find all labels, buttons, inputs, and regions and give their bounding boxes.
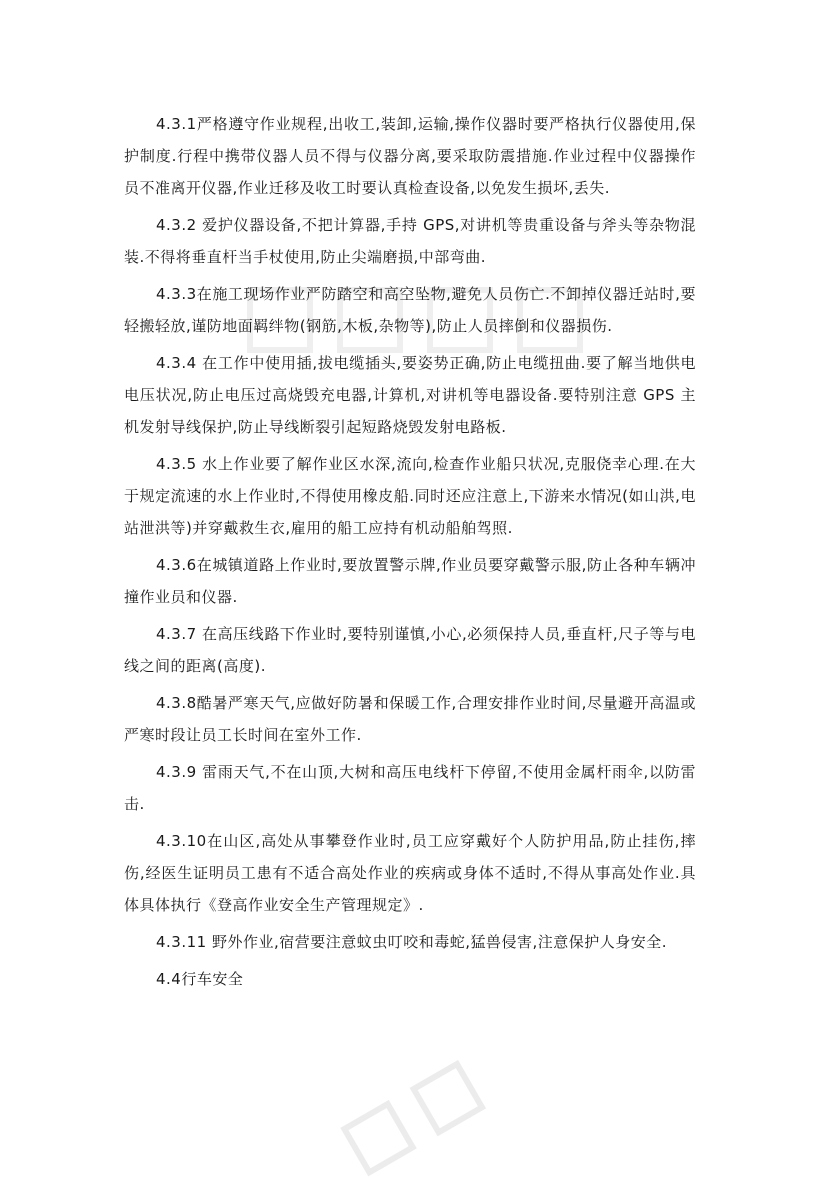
paragraph-4-3-11: 4.3.11 野外作业,宿营要注意蚊虫叮咬和毒蛇,猛兽侵害,注意保护人身安全. [156,933,668,951]
paragraph-4-3-3: 4.3.3在施工现场作业严防踏空和高空坠物,避免人员伤亡.不卸掉仪器迁站时,要轻搬轻放,谨防地面羁绊物(钢筋,木板,杂物等),防止人员摔倒和仪器损伤. [124,285,696,335]
paragraph-4-3-7: 4.3.7 在高压线路下作业时,要特别谨慎,小心,必须保持人员,垂直杆,尺子等与电 线之间的距离(高度). [124,625,696,675]
paragraph-4-3-6: 4.3.6在城镇道路上作业时,要放置警示牌,作业员要穿戴警示服,防止各种车辆冲撞作业员和仪器. [124,556,696,606]
paragraph-4-3-1: 4.3.1严格遵守作业规程,出收工,装卸,运输,操作仪器时要严格执行仪器使用,保护制度.行程中携带仪器人员不得与仪器分离,要采取防震措施.作业过程中仪器操作员不准离开仪器,作业迁移及收工时要认真检查设备,以免发生损坏,丢失. [124,115,696,197]
paragraph-4-3-9: 4.3.9 雷雨天气,不在山顶,大树和高压电线杆下停留,不使用金属杆雨伞,以防雷击. [124,763,696,813]
paragraph-4-3-10: 4.3.10在山区,高处从事攀登作业时,员工应穿戴好个人防护用品,防止挂伤,摔伤,经医生证明员工患有不适合高处作业的疾病或身体不适时,不得从事高处作业.具体具体执行《登高作业安全生产管理规定》. [124,832,696,914]
watermark-corner-icon [320,1060,520,1180]
section-heading-4-4: 4.4行车安全 [156,970,244,988]
document-body [124,108,696,995]
paragraph-4-3-4: 4.3.4 在工作中使用插,拔电缆插头,要姿势正确,防止电缆扭曲.要了解当地供电电压状况,防止电压过高烧毁充电器,计算机,对讲机等电器设备.要特别注意 GPS 主机发射导线保护,防止导线断裂引起短路烧毁发射电路板. [124,354,696,436]
paragraph-4-3-2: 4.3.2 爱护仪器设备,不把计算器,手持 GPS,对讲机等贵重设备与斧头等杂物混装.不得将垂直杆当手杖使用,防止尖端磨损,中部弯曲. [124,216,696,266]
paragraph-4-3-8: 4.3.8酷暑严寒天气,应做好防暑和保暖工作,合理安排作业时间,尽量避开高温或严寒时段让员工长时间在室外工作. [124,694,696,744]
paragraph-4-3-5: 4.3.5 水上作业要了解作业区水深,流向,检查作业船只状况,克服侥幸心理.在大于规定流速的水上作业时,不得使用橡皮船.同时还应注意上,下游来水情况(如山洪,电站泄洪等)并穿戴救生衣,雇用的船工应持有机动船舶驾照. [124,455,696,537]
